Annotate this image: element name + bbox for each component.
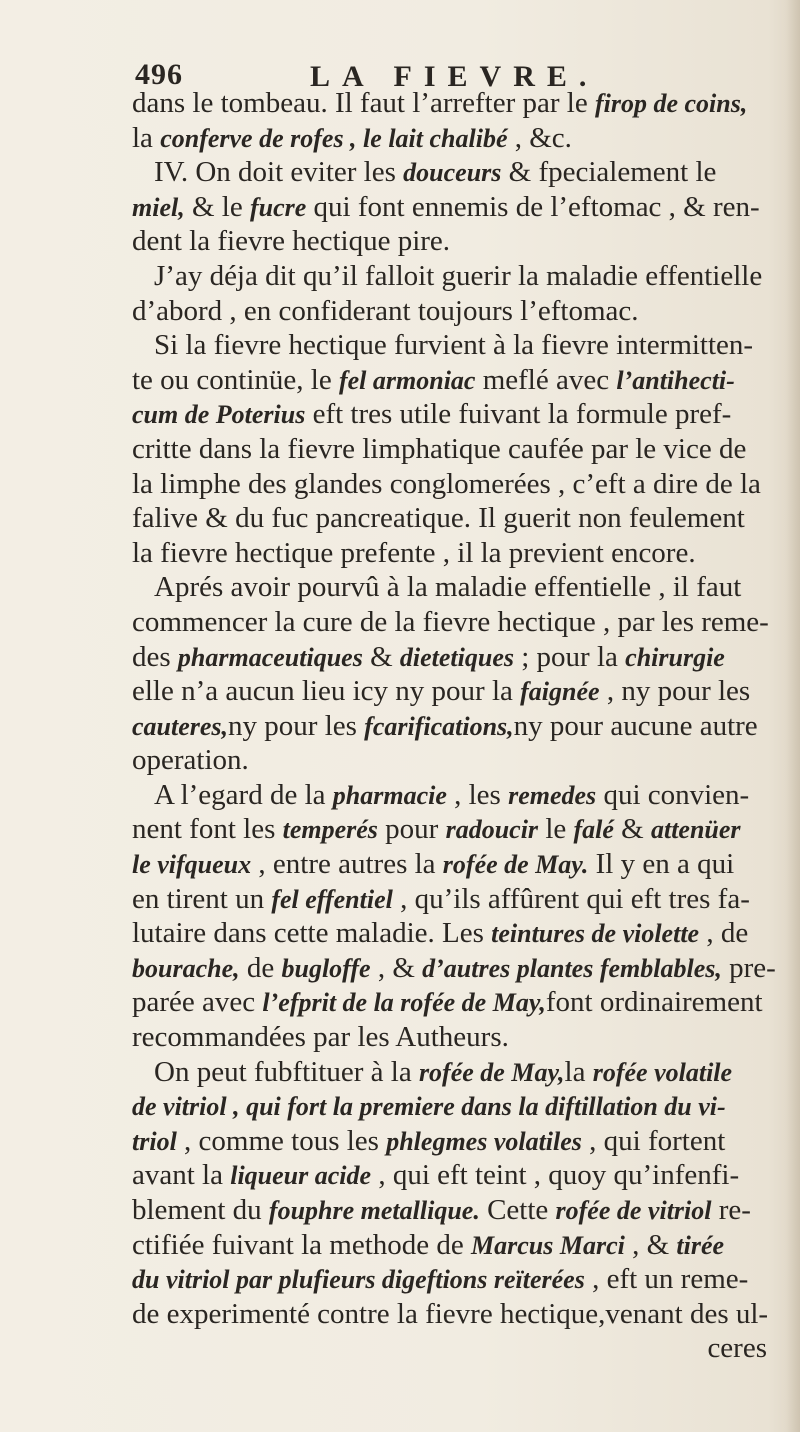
italic-run: liqueur acide (230, 1161, 372, 1191)
text-run: & (362, 640, 400, 673)
italic-run: pharmacie (332, 780, 447, 810)
text-run: , ny pour les (599, 675, 751, 708)
italic-run: teintures de violette (491, 919, 700, 949)
text-line (132, 778, 797, 813)
text-line (132, 294, 797, 329)
text-line (132, 570, 797, 605)
text-line (132, 1331, 797, 1366)
text-line (132, 1020, 797, 1055)
text-run: operation. (132, 744, 249, 777)
body-text (132, 86, 797, 1366)
text-run: , comme tous les (176, 1124, 387, 1157)
italic-run: l’efprit de la rofée de May, (262, 988, 546, 1018)
text-run: recommandées par les Autheurs. (132, 1021, 509, 1054)
text-run: , & (624, 1228, 677, 1261)
italic-run: douceurs (403, 158, 502, 188)
text-run: la fievre hectique prefente , il la previent encore. (132, 536, 696, 569)
text-line (132, 709, 797, 744)
page-number: 496 (135, 58, 183, 91)
italic-run: l’antihecti- (616, 365, 735, 395)
text-line (132, 743, 797, 778)
text-run: & le (184, 190, 250, 223)
text-run: Aprés avoir pourvû à la maladie effentielle , il faut (154, 571, 742, 604)
text-line (132, 916, 797, 951)
italic-run: conferve de rofes , le lait chalibé (160, 123, 508, 153)
text-line (132, 985, 797, 1020)
text-run: , de (699, 917, 749, 950)
text-run: dans le tombeau. Il faut l’arrefter par le (132, 87, 595, 119)
text-run: , entre autres la (251, 848, 443, 881)
text-run: ny pour les (228, 709, 365, 742)
italic-run: miel, (132, 192, 185, 222)
text-run: font ordinairement (545, 986, 763, 1019)
italic-run: bourache, (132, 953, 240, 983)
page-edge-shadow (786, 0, 800, 1432)
text-line (132, 432, 797, 467)
text-line (132, 363, 797, 398)
italic-run: rofée de May. (442, 850, 589, 880)
text-run: des (132, 640, 178, 673)
text-run: elle n’a aucun lieu icy ny pour la (132, 675, 521, 708)
italic-run: fel armoniac (338, 365, 476, 395)
italic-run: falé (573, 815, 614, 845)
text-run: , eft un reme- (584, 1263, 749, 1296)
text-run: , &c. (507, 121, 572, 154)
italic-run: fcarifications, (364, 711, 514, 741)
text-line (132, 1228, 797, 1263)
text-run: Il y en a qui (588, 848, 735, 881)
text-line (132, 224, 797, 259)
text-run: blement du (132, 1194, 269, 1226)
text-line (132, 190, 797, 225)
text-run: qui font ennemis de l’eftomac , & ren- (306, 190, 760, 223)
text-line (132, 259, 797, 294)
italic-run: bugloffe (281, 953, 371, 983)
text-line (132, 155, 797, 190)
italic-run: firop de coins, (594, 89, 748, 118)
text-line (132, 1262, 797, 1297)
italic-run: rofée de May, (418, 1057, 565, 1087)
text-run: la (132, 121, 161, 154)
italic-run: attenüer (650, 815, 741, 845)
text-run: , qu’ils affûrent qui eft tres fa- (392, 882, 750, 915)
text-run: parée avec (132, 986, 263, 1019)
text-run: critte dans la fievre limphatique caufée par le vice de (132, 432, 747, 465)
text-run: la limphe des glandes conglomerées , c’eft a dire de la (132, 467, 761, 500)
text-run: en tirent un (132, 882, 272, 915)
text-line (132, 501, 797, 536)
text-run: nent font les (132, 813, 283, 846)
text-run: qui convien- (596, 778, 750, 811)
text-run: de experimenté contre la fievre hectique,venant des ul- (132, 1297, 769, 1330)
text-line (132, 847, 797, 882)
text-line (132, 812, 797, 847)
text-run: ctifiée fuivant la methode de (132, 1228, 471, 1261)
italic-run: chirurgie (625, 642, 725, 672)
text-run: On peut fubftituer à la (154, 1055, 419, 1088)
text-run: commencer la cure de la fievre hectique , par les reme- (132, 605, 769, 638)
text-run: , les (446, 778, 509, 811)
text-line (132, 1055, 797, 1090)
italic-run: cum de Poterius (132, 400, 306, 430)
text-run: dent la fievre hectique pire. (132, 225, 451, 258)
text-run: , & (370, 951, 423, 984)
text-run: , qui fortent (581, 1124, 726, 1157)
text-line (132, 397, 797, 432)
italic-run: rofée volatile (592, 1057, 733, 1087)
italic-run: le vifqueux (132, 850, 252, 880)
italic-run: fel effentiel (271, 884, 393, 914)
text-run: d’abord , en confiderant toujours l’eftomac. (132, 294, 639, 327)
text-run: J’ay déja dit qu’il falloit guerir la maladie effentielle (154, 259, 763, 292)
text-line (132, 674, 797, 709)
italic-run: Marcus Marci (471, 1230, 625, 1260)
text-run: ceres (707, 1332, 767, 1365)
italic-run: triol (132, 1126, 177, 1156)
text-run: lutaire dans cette maladie. Les (132, 917, 492, 950)
text-line (132, 467, 797, 502)
italic-run: faignée (520, 677, 600, 707)
text-run: falive & du fuc pancreatique. Il guerit non feulement (132, 502, 745, 535)
italic-run: du vitriol par plufieurs digeftions reïterées (132, 1265, 585, 1295)
text-line (132, 1297, 797, 1332)
text-line (132, 1158, 797, 1193)
text-run: & (613, 813, 651, 846)
italic-run: pharmaceutiques (177, 642, 363, 672)
text-line (132, 328, 797, 363)
text-run: eft tres utile fuivant la formule pref- (305, 398, 732, 431)
text-run: pre- (721, 951, 776, 984)
text-run: IV. On doit eviter les (154, 156, 404, 189)
text-run: re- (711, 1194, 751, 1226)
text-run: Cette (479, 1194, 556, 1226)
text-line (132, 1193, 797, 1228)
text-line (132, 605, 797, 640)
text-line (132, 640, 797, 675)
italic-run: tirée (676, 1230, 725, 1260)
italic-run: dietetiques (399, 642, 514, 672)
italic-run: de vitriol , qui fort la premiere dans la diftillation du vi- (132, 1092, 726, 1122)
italic-run: remedes (508, 780, 597, 810)
text-run: Si la fievre hectique furvient à la fievre intermitten- (154, 329, 754, 362)
text-run: de (239, 951, 282, 984)
text-line (132, 951, 797, 986)
italic-run: rofée de vitriol (555, 1196, 712, 1225)
text-run: ; pour la (514, 640, 626, 673)
text-line (132, 1089, 797, 1124)
text-run: , qui eft teint , quoy qu’infenfi- (371, 1159, 740, 1192)
text-run: pour (377, 813, 446, 846)
text-run: meflé avec (475, 363, 617, 396)
text-run: le (538, 813, 574, 846)
running-title: LA FIEVRE. (310, 60, 599, 93)
text-run: ny pour aucune autre (513, 709, 758, 742)
text-run: te ou continüe, le (132, 363, 339, 396)
text-run: A l’egard de la (154, 778, 333, 811)
text-line (132, 882, 797, 917)
text-line (132, 536, 797, 571)
italic-run: cauteres, (132, 711, 229, 741)
text-run: avant la (132, 1159, 231, 1192)
italic-run: temperés (282, 815, 378, 845)
text-run: la (564, 1055, 593, 1088)
italic-run: fouphre metallique. (268, 1196, 480, 1225)
italic-run: phlegmes volatiles (386, 1126, 582, 1156)
text-run: & fpecialement le (501, 156, 717, 189)
text-line (132, 86, 797, 121)
italic-run: d’autres plantes femblables, (422, 953, 722, 983)
italic-run: fucre (249, 192, 307, 222)
text-line (132, 1124, 797, 1159)
italic-run: radoucir (445, 815, 539, 845)
text-line (132, 121, 797, 156)
